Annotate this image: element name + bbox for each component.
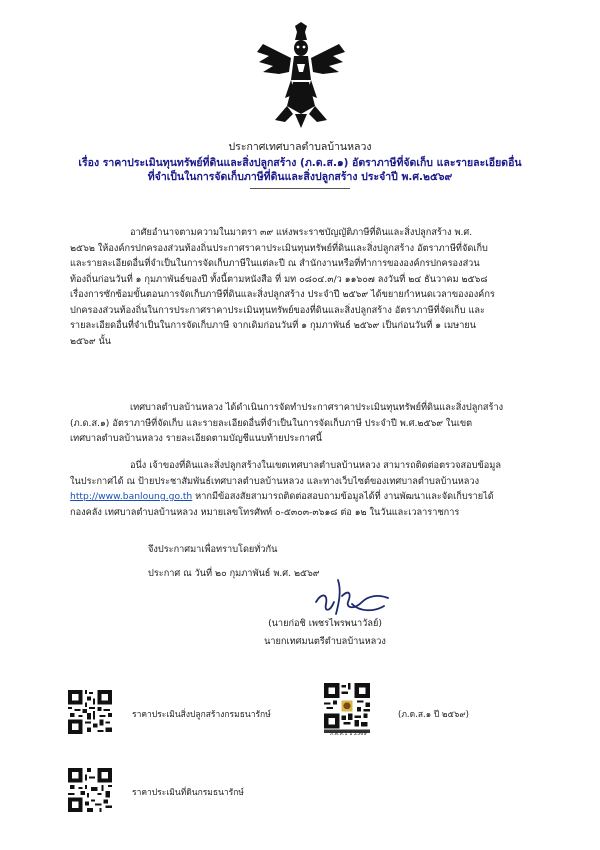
- paragraph-2: [70, 400, 550, 447]
- qr-label-building-price: ราคาประเมินสิ่งปลูกสร้างกรมธนารักษ์: [132, 710, 271, 720]
- paragraph-3: [70, 458, 550, 520]
- garuda-emblem-icon: [255, 22, 347, 130]
- paragraph-line: เทศบาลตำบลบ้านหลวง รายละเอียดตามบัญชีแนบท้ายประกาศนี้: [70, 433, 323, 444]
- paragraph-line: เรื่องการซักซ้อมขั้นตอนการจัดเก็บภาษีที่ดินและสิ่งปลูกสร้าง ประจำปี ๒๕๖๙ ได้ขยายกำหนดเวลาขององค์กร: [70, 289, 495, 300]
- signatory-position: นายกเทศมนตรีตำบลบ้านหลวง: [264, 636, 386, 647]
- paragraph-line: ในประกาศได้ ณ ป้ายประชาสัมพันธ์เทศบาลตำบลบ้านหลวง และทางเว็บไซต์ของเทศบาลตำบลบ้านหลวง: [70, 475, 480, 487]
- qr-code-icon[interactable]: [324, 683, 370, 733]
- qr-code-icon[interactable]: [68, 690, 112, 734]
- paragraph-line: รายละเอียดอื่นที่จำเป็นในการจัดเก็บภาษี จากเดิมก่อนวันที่ ๑ กุมภาพันธ์ ๒๕๖๙ เป็นก่อนวันที่ ๑ เมษายน: [70, 320, 477, 331]
- announcement-title: ประกาศเทศบาลตำบลบ้านหลวง: [228, 141, 372, 153]
- closing-statement: จึงประกาศมาเพื่อทราบโดยทั่วกัน: [148, 544, 278, 555]
- paragraph-line: (ภ.ด.ส.๑) อัตราภาษีที่จัดเก็บ และรายละเอียดอื่นที่จำเป็นในการจัดเก็บภาษี ประจำปี พ.ศ.๒๕๖๙ ในเขต: [70, 417, 473, 429]
- subject-line-1: เรื่อง ราคาประเมินทุนทรัพย์ที่ดินและสิ่งปลูกสร้าง (ภ.ด.ส.๑) อัตราภาษีที่จัดเก็บ และรายละเอียดอื่น: [78, 157, 522, 169]
- paragraph-line: ๒๕๖๒ ให้องค์กรปกครองส่วนท้องถิ่นประกาศราคาประเมินทุนทรัพย์ที่ดินและสิ่งปลูกสร้าง อัตราภาษีที่จัดเก็บ: [70, 242, 488, 254]
- paragraph-line: อาศัยอำนาจตามความในมาตรา ๓๙ แห่งพระราชบัญญัติภาษีที่ดินและสิ่งปลูกสร้าง พ.ศ.: [130, 227, 473, 238]
- qr-label-land-price: ราคาประเมินที่ดินกรมธนารักษ์: [132, 788, 244, 798]
- title-divider: [250, 188, 350, 189]
- announcement-date: ประกาศ ณ วันที่ ๒๐ กุมภาพันธ์ พ.ศ. ๒๕๖๙: [148, 568, 320, 579]
- subject-line-2: ที่จำเป็นในการจัดเก็บภาษีที่ดินและสิ่งปลูกสร้าง ประจำปี พ.ศ.๒๕๖๙: [147, 171, 453, 183]
- qr-caption: ภ.ด.ส.1 ปี 2569: [330, 731, 367, 737]
- paragraph-line: และรายละเอียดอื่นที่จำเป็นในการจัดเก็บภาษีในแต่ละปี ณ สำนักงานหรือที่ทำการขององค์กรปกครองส่วน: [70, 258, 480, 269]
- qr-code-icon[interactable]: [68, 768, 112, 812]
- paragraph-line: ๒๕๖๙ นั้น: [70, 335, 112, 347]
- paragraph-line: กองคลัง เทศบาลตำบลบ้านหลวง หมายเลขโทรศัพท์ ๐-๕๓๐๓-๓๖๑๘ ต่อ ๑๒ ในวันและเวลาราชการ: [70, 506, 460, 518]
- paragraph-line: ปกครองส่วนท้องถิ่นในการประกาศราคาประเมินทุนทรัพย์ของที่ดินและสิ่งปลูกสร้าง อัตราภาษีที่จัดเก็บ และ: [70, 304, 485, 316]
- signature-image: [308, 572, 398, 618]
- website-link[interactable]: http://www.banloung.go.th: [70, 491, 193, 502]
- qr-label-tax-form: (ภ.ด.ส.๑ ปี ๒๕๖๙): [398, 710, 469, 720]
- link-trailing-text: หากมีข้อสงสัยสามารถติดต่อสอบถามข้อมูลได้ที่ งานพัฒนาและจัดเก็บรายได้: [192, 491, 494, 502]
- signatory-name: (นายก่อชิ เพชรไพรพนาวัลย์): [268, 618, 382, 629]
- paragraph-line: [70, 489, 550, 505]
- paragraph-line: ท้องถิ่นก่อนวันที่ ๑ กุมภาพันธ์ของปี ทั้งนี้ตามหนังสือ ที่ มท ๐๘๐๔.๓/ว ๑๑๖๐๗ ลงวันที่ ๒๔ ธันวาคม ๒๕๖๘: [70, 273, 488, 285]
- paragraph-line: เทศบาลตำบลบ้านหลวง ได้ดำเนินการจัดทำประกาศราคาประเมินทุนทรัพย์ที่ดินและสิ่งปลูกสร้าง: [130, 402, 504, 413]
- paragraph-line: อนึ่ง เจ้าของที่ดินและสิ่งปลูกสร้างในเขตเทศบาลตำบลบ้านหลวง สามารถติดต่อตรวจสอบข้อมูล: [130, 460, 501, 471]
- paragraph-1: [70, 225, 550, 349]
